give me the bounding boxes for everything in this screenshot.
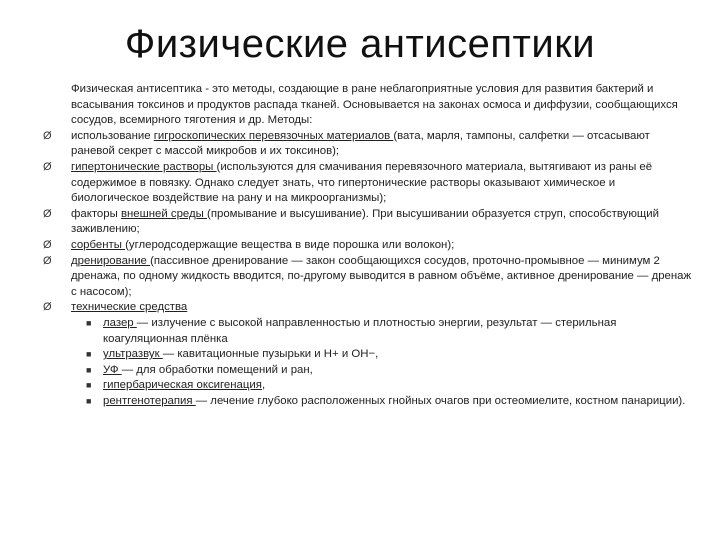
intro-paragraph: Физическая антисептика - это методы, создающие в ране неблагоприятные условия для развития бактерий и всасывания токсинов и продуктов распада тканей. Основывается на законах осмоса и диффузии, сообщающихся сосудов, всемирного тяготения и др. Методы: xyxy=(71,83,678,127)
technical-post: , xyxy=(261,379,266,392)
square-bullet-icon: ■ xyxy=(86,364,92,375)
method-item xyxy=(43,238,696,254)
method-post: (углеродсодержащие вещества в виде порошка или волокон); xyxy=(125,238,455,251)
method-pre: факторы xyxy=(71,207,121,220)
square-bullet-icon: ■ xyxy=(86,395,92,406)
method-item xyxy=(43,207,696,238)
arrow-bullet-icon: Ø xyxy=(43,238,52,251)
method-item xyxy=(43,129,696,160)
method-link: дренирование xyxy=(71,254,151,267)
arrow-bullet-icon: Ø xyxy=(43,254,52,267)
arrow-bullet-icon: Ø xyxy=(43,160,52,173)
technical-link: гипербарическая оксигенация xyxy=(103,379,262,392)
technical-link: лазер xyxy=(103,316,137,329)
method-link: сорбенты xyxy=(71,238,126,251)
arrow-bullet-icon: Ø xyxy=(43,207,52,220)
technical-item xyxy=(86,394,696,410)
technical-item xyxy=(86,347,696,363)
technical-link: рентгенотерапия xyxy=(103,394,196,407)
technical-post: — излучение с высокой направленностью и плотностью энергии, результат — стерильная коагуляционная плёнка xyxy=(103,316,617,345)
square-bullet-icon: ■ xyxy=(86,349,92,360)
method-post: (пассивное дренирование — закон сообщающихся сосудов, проточно-промывное — минимум 2 дренажа, по одному жидкость вводится, по-другому выводится в равном объёме, активное дренирование — дренаж с насосом); xyxy=(71,254,692,298)
technical-link: ультразвук xyxy=(103,348,163,361)
technical-item xyxy=(86,316,696,347)
method-item xyxy=(43,300,696,409)
method-item xyxy=(43,254,696,301)
slide-title: Физические антисептики xyxy=(124,22,596,66)
technical-post: — лечение глубоко расположенных гнойных очагов при остеомиелите, костном панариции). xyxy=(195,394,686,407)
method-link: гигроскопических перевязочных материалов xyxy=(153,129,394,142)
method-item xyxy=(43,160,696,207)
method-link: внешней среды xyxy=(120,207,208,220)
method-post: (используются для смачивания перевязочного материала, вытягивают из раны её содержимое в повязку. Однако следует знать, что гипертонические растворы оказывают химическое и биологическое воздействие на рану и на микроорганизмы); xyxy=(71,160,653,205)
method-post: (вата, марля, тампоны, салфетки — отсасывают раневой секрет с массой микробов и их токсинов); xyxy=(71,129,650,158)
arrow-bullet-icon: Ø xyxy=(43,129,52,142)
method-pre: использование xyxy=(71,129,154,142)
technical-link: УФ xyxy=(103,363,122,376)
method-link: технические средства xyxy=(71,301,188,314)
technical-post: — для обработки помещений и ран, xyxy=(121,363,313,376)
arrow-bullet-icon: Ø xyxy=(43,301,52,314)
square-bullet-icon: ■ xyxy=(86,380,92,391)
methods-list xyxy=(43,129,696,410)
technical-post: — кавитационные пузырьки и Н+ и ОН−, xyxy=(162,348,379,361)
technical-item xyxy=(86,363,696,379)
slide-content xyxy=(43,82,696,409)
method-post: (промывание и высушивание). При высушивании образуется струп, способствующий заживлению; xyxy=(71,207,659,236)
method-link: гипертонические растворы xyxy=(71,160,217,173)
technical-item xyxy=(86,378,696,394)
technical-sublist xyxy=(71,316,696,410)
square-bullet-icon: ■ xyxy=(86,317,92,328)
